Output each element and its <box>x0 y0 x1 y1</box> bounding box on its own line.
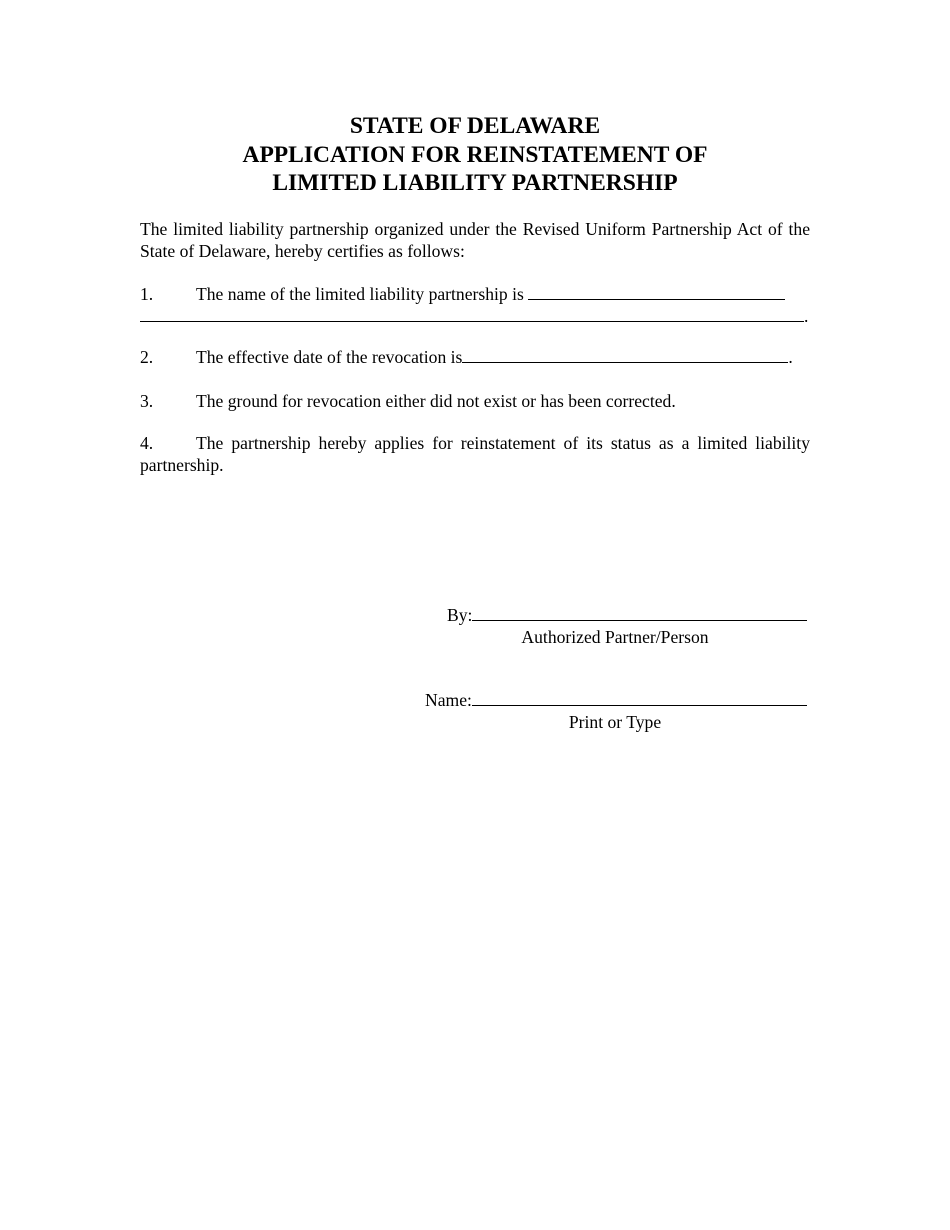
revocation-date-blank[interactable] <box>462 347 788 363</box>
title-line-3: LIMITED LIABILITY PARTNERSHIP <box>272 170 678 196</box>
name-label: Name: <box>425 690 472 710</box>
item-number: 3. <box>140 391 154 411</box>
period: . <box>788 347 793 367</box>
by-label: By: <box>447 605 473 625</box>
period: . <box>804 306 809 326</box>
partnership-name-blank-1[interactable] <box>528 284 785 300</box>
item-number: 4. <box>140 433 154 453</box>
item-revocation-date <box>140 346 810 368</box>
item-text: The effective date of the revocation is <box>196 347 463 367</box>
signature-by-row <box>447 604 807 626</box>
item-number: 2. <box>140 347 154 367</box>
signature-name-row <box>425 689 807 711</box>
item-text: The ground for revocation either did not exist or has been corrected. <box>196 391 676 411</box>
item-text: The partnership hereby applies for reinstatement of its status as a limited liability partnership. <box>140 433 810 475</box>
signature-line[interactable] <box>472 605 807 621</box>
intro-paragraph: The limited liability partnership organized under the Revised Uniform Partnership Act of the State of Delaware, hereby certifies as follows: <box>140 219 810 261</box>
document-title <box>140 112 810 198</box>
item-partnership-name <box>140 283 810 327</box>
title-line-1: STATE OF DELAWARE <box>349 113 601 139</box>
signature-caption: Authorized Partner/Person <box>521 627 709 647</box>
printed-name-line[interactable] <box>472 690 807 706</box>
item-number: 1. <box>140 284 154 304</box>
item-revocation-ground <box>140 390 810 412</box>
partnership-name-blank-2[interactable] <box>140 306 804 322</box>
item-text: The name of the limited liability partnership is <box>196 284 524 304</box>
item-reinstatement-request <box>140 432 810 476</box>
printed-name-caption: Print or Type <box>568 712 662 732</box>
title-line-2: APPLICATION FOR REINSTATEMENT OF <box>242 141 708 168</box>
